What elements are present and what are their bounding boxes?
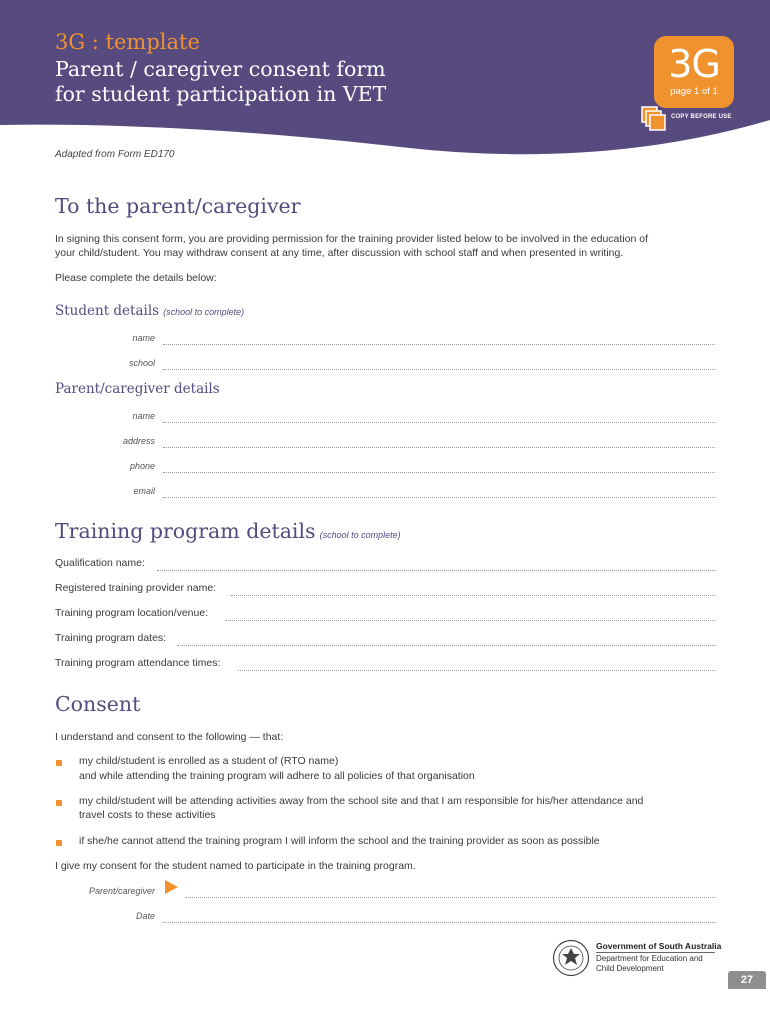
department-line-2: Child Development (596, 964, 664, 973)
signature-field[interactable] (185, 897, 715, 898)
intro-paragraph-line-2: your child/student. You may withdraw consent at any time, after discussion with school staff and when presented in writing. (55, 247, 624, 259)
form-badge (654, 36, 734, 108)
rto-name-field[interactable] (231, 595, 715, 596)
form-title-line-1: Parent / caregiver consent form (55, 57, 386, 81)
consent-item-2-line-1: my child/student will be attending activities away from the school site and that I am responsible for his/her attendance and (79, 795, 644, 807)
department-name (596, 954, 703, 974)
student-school-label: school (128, 358, 155, 368)
parent-name-field[interactable] (163, 422, 715, 423)
student-name-field[interactable] (163, 344, 715, 345)
parent-name-label: name (132, 411, 155, 421)
attendance-times-field[interactable] (238, 670, 715, 671)
template-label: 3G : template (55, 30, 200, 54)
parent-phone-field[interactable] (163, 472, 715, 473)
consent-item-1-line-2: and while attending the training program will adhere to all policies of that organisation (79, 770, 475, 782)
parent-phone-label: phone (129, 461, 155, 471)
date-field[interactable] (163, 922, 715, 923)
training-heading (55, 519, 401, 543)
date-label: Date (135, 911, 155, 921)
parent-address-field[interactable] (163, 447, 715, 448)
consent-heading: Consent (55, 692, 141, 716)
intro-paragraph-line-1: In signing this consent form, you are providing permission for the training provider listed below to be involved in the education of (55, 233, 648, 245)
venue-field[interactable] (225, 620, 715, 621)
copy-before-use-note: COPY BEFORE USE (671, 114, 732, 120)
adapted-from-note: Adapted from Form ED170 (55, 149, 175, 160)
parent-email-field[interactable] (163, 497, 715, 498)
consent-item-1-line-1: my child/student is enrolled as a student of (RTO name) (79, 755, 339, 767)
parent-details-heading: Parent/caregiver details (55, 381, 220, 397)
consent-item-2-line-2: travel costs to these activities (79, 809, 216, 821)
intro-heading: To the parent/caregiver (55, 194, 301, 218)
attendance-times-label: Training program attendance times: (55, 657, 221, 669)
badge-page-count: page 1 of 1 (670, 86, 718, 97)
training-title: Training program details (55, 519, 316, 543)
student-details-title: Student details (55, 303, 160, 319)
bullet-marker (56, 800, 62, 806)
qualification-label: Qualification name: (55, 557, 145, 569)
copy-icon (641, 106, 667, 132)
consent-intro: I understand and consent to the following — that: (55, 731, 284, 743)
qualification-field[interactable] (157, 570, 715, 571)
student-school-field[interactable] (163, 369, 715, 370)
footer-divider (596, 952, 715, 953)
bullet-marker (56, 840, 62, 846)
bullet-marker (56, 760, 62, 766)
form-title-line-2: for student participation in VET (55, 82, 387, 106)
student-details-note: (school to complete) (163, 307, 245, 317)
dates-field[interactable] (177, 645, 715, 646)
badge-code: 3G (668, 42, 720, 86)
consent-item-3-line-1: if she/he cannot attend the training program I will inform the school and the training provider as soon as possible (79, 835, 600, 847)
parent-address-label: address (122, 436, 155, 446)
intro-instruction: Please complete the details below: (55, 272, 217, 284)
parent-email-label: email (133, 486, 155, 496)
signature-label: Parent/caregiver (88, 886, 155, 896)
government-name: Government of South Australia (596, 941, 722, 951)
student-details-heading (55, 303, 244, 319)
department-line-1: Department for Education and (596, 954, 703, 963)
student-name-label: name (132, 333, 155, 343)
rto-name-label: Registered training provider name: (55, 582, 217, 594)
venue-label: Training program location/venue: (55, 607, 209, 619)
consent-closing: I give my consent for the student named to participate in the training program. (55, 860, 416, 872)
training-note: (school to complete) (319, 530, 401, 540)
government-crest-icon (552, 939, 590, 977)
page-number: 27 (728, 971, 766, 989)
dates-label: Training program dates: (55, 632, 167, 644)
sign-here-arrow-icon (165, 880, 178, 894)
